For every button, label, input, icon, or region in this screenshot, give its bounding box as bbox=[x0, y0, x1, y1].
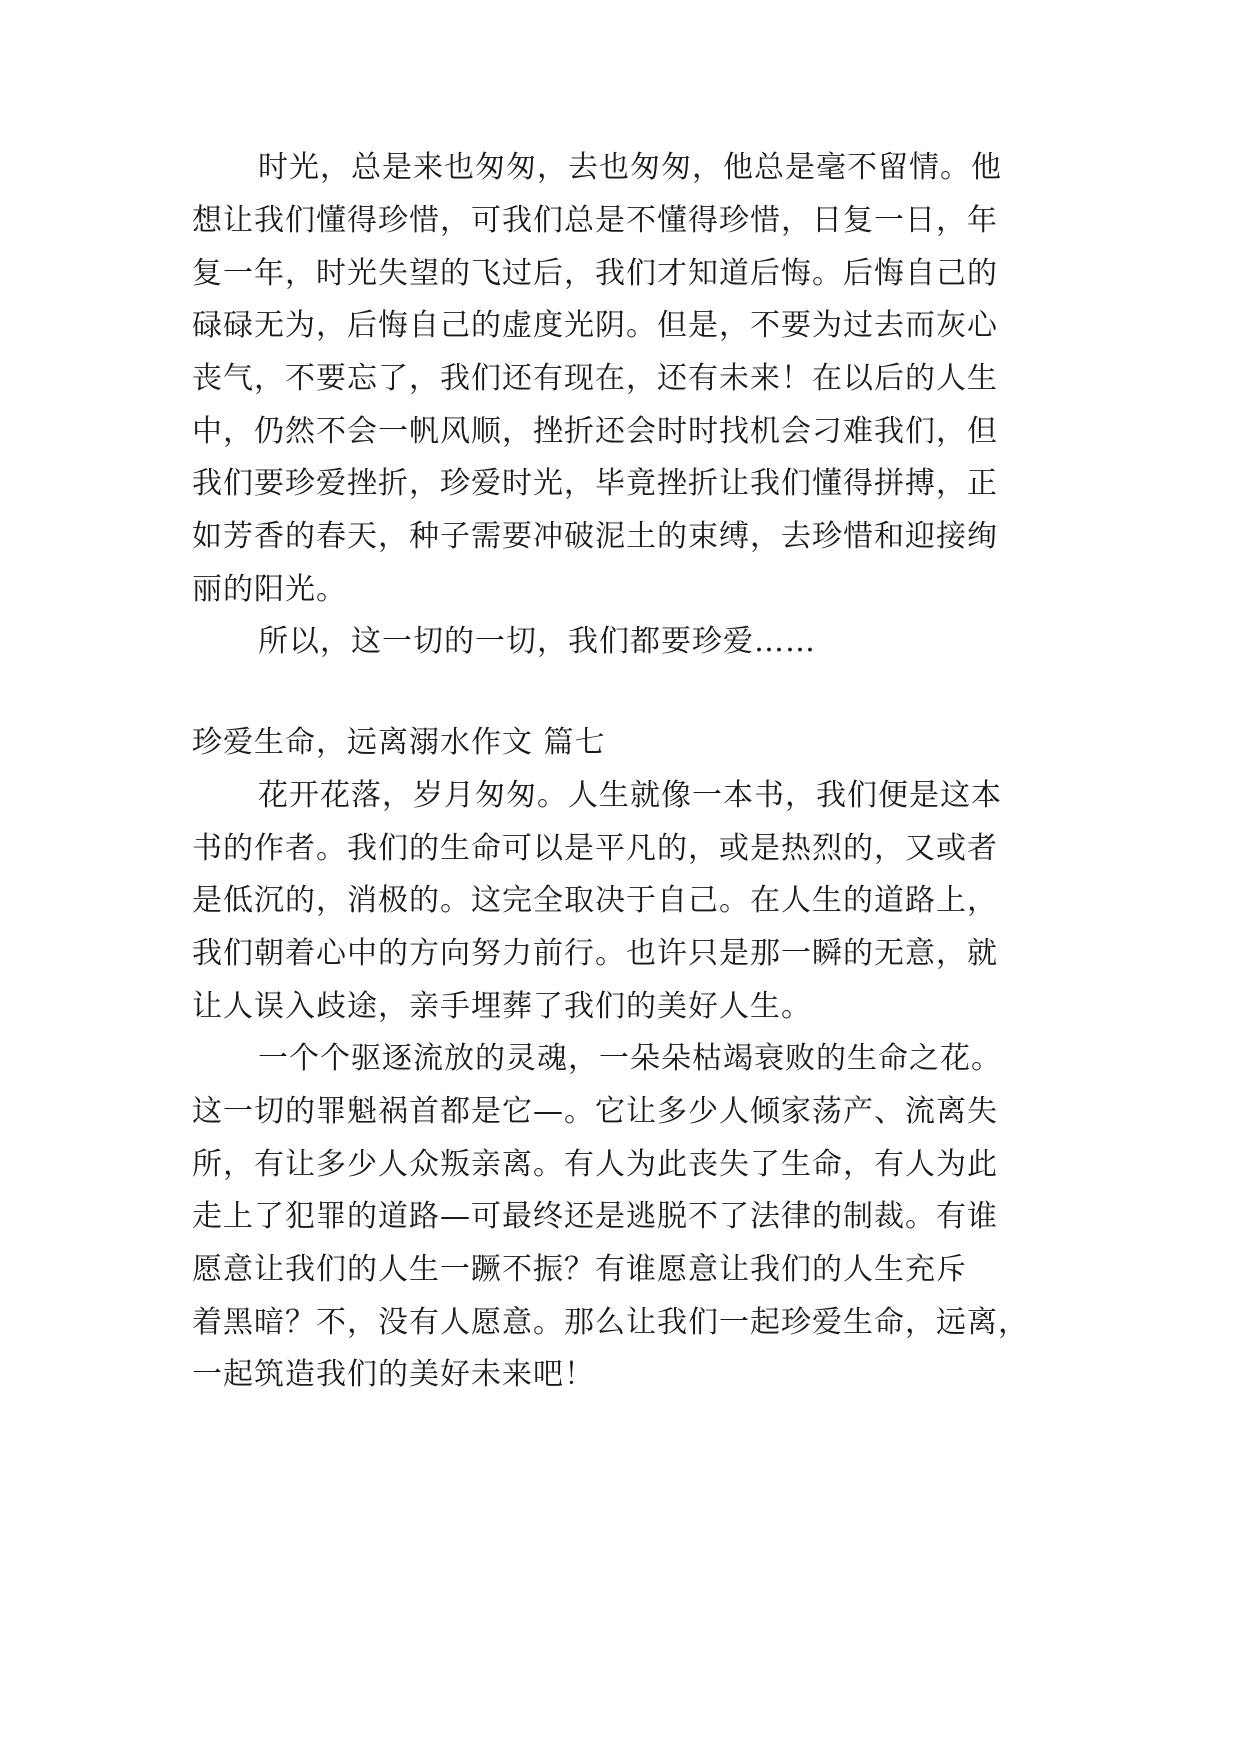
paragraph-4-line: 着黑暗？不，没有人愿意。那么让我们一起珍爱生命，远离， bbox=[192, 1305, 1029, 1340]
paragraph-4-line: 愿意让我们的人生一蹶不振？有谁愿意让我们的人生充斥 bbox=[192, 1252, 967, 1287]
paragraph-1-line: 丽的阳光。 bbox=[192, 572, 347, 607]
paragraph-1-line: 想让我们懂得珍惜，可我们总是不懂得珍惜，日复一日，年 bbox=[192, 203, 998, 238]
paragraph-3-line: 我们朝着心中的方向努力前行。也许只是那一瞬的无意，就 bbox=[192, 936, 998, 971]
paragraph-2-line: 所以，这一切的一切，我们都要珍爱…… bbox=[258, 624, 816, 659]
paragraph-4-line: 一个个驱逐流放的灵魂，一朵朵枯竭衰败的生命之花。 bbox=[258, 1041, 1002, 1076]
paragraph-1-line: 我们要珍爱挫折，珍爱时光，毕竟挫折让我们懂得拼搏，正 bbox=[192, 466, 998, 501]
paragraph-4-line: 走上了犯罪的道路—可最终还是逃脱不了法律的制裁。有谁 bbox=[192, 1199, 998, 1234]
paragraph-3-line: 让人误入歧途，亲手埋葬了我们的美好人生。 bbox=[192, 989, 812, 1024]
section-heading: 珍爱生命，远离溺水作文 篇七 bbox=[192, 725, 606, 760]
paragraph-3-line: 花开花落，岁月匆匆。人生就像一本书，我们便是这本 bbox=[258, 778, 1002, 813]
paragraph-1-line: 如芳香的春天，种子需要冲破泥土的束缚，去珍惜和迎接绚 bbox=[192, 519, 998, 554]
paragraph-1-line: 碌碌无为，后悔自己的虚度光阴。但是，不要为过去而灰心 bbox=[192, 308, 998, 343]
paragraph-1-line: 时光，总是来也匆匆，去也匆匆，他总是毫不留情。他 bbox=[258, 150, 1002, 185]
paragraph-1-line: 中，仍然不会一帆风顺，挫折还会时时找机会刁难我们，但 bbox=[192, 414, 998, 449]
paragraph-4-line: 所，有让多少人众叛亲离。有人为此丧失了生命，有人为此 bbox=[192, 1147, 998, 1182]
paragraph-3-line: 书的作者。我们的生命可以是平凡的，或是热烈的，又或者 bbox=[192, 831, 998, 866]
paragraph-1-line: 复一年，时光失望的飞过后，我们才知道后悔。后悔自己的 bbox=[192, 256, 998, 291]
paragraph-4-line: 一起筑造我们的美好未来吧！ bbox=[192, 1357, 595, 1392]
paragraph-3-line: 是低沉的，消极的。这完全取决于自己。在人生的道路上， bbox=[192, 883, 998, 918]
paragraph-4-line: 这一切的罪魁祸首都是它—。它让多少人倾家荡产、流离失 bbox=[192, 1094, 998, 1129]
paragraph-1-line: 丧气，不要忘了，我们还有现在，还有未来！在以后的人生 bbox=[192, 361, 998, 396]
